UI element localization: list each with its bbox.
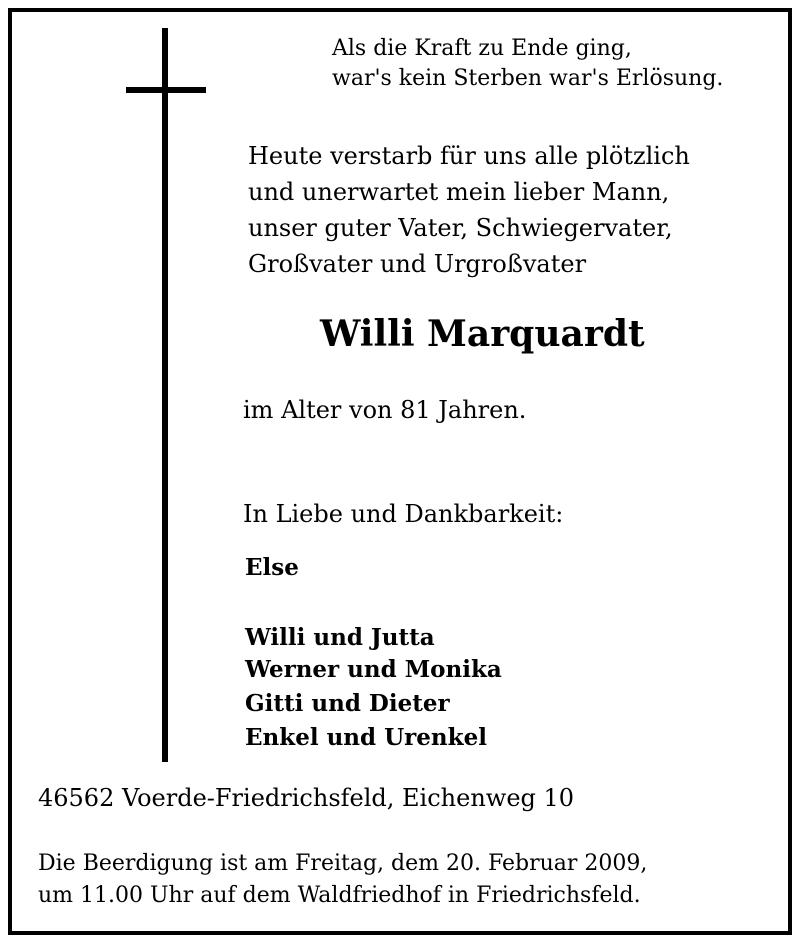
announcement-line: Großvater und Urgroßvater (248, 250, 587, 278)
thanks-line: In Liebe und Dankbarkeit: (243, 500, 564, 528)
announcement-line: unser guter Vater, Schwiegervater, (248, 214, 673, 242)
mourner-family: Werner und Monika (245, 656, 502, 683)
cross-vertical-bar (162, 28, 168, 762)
mourner-family: Willi und Jutta (245, 624, 435, 651)
motto-line: Als die Kraft zu Ende ging, (332, 36, 632, 61)
announcement-line: und unerwartet mein lieber Mann, (248, 178, 670, 206)
funeral-line: Die Beerdigung ist am Freitag, dem 20. Februar 2009, (38, 851, 648, 876)
mourner-spouse: Else (245, 554, 299, 581)
mourner-family: Gitti und Dieter (245, 690, 450, 717)
announcement-text (248, 138, 690, 282)
mourner-family: Enkel und Urenkel (245, 724, 487, 751)
announcement-line: Heute verstarb für uns alle plötzlich (248, 142, 690, 170)
family-address: 46562 Voerde-Friedrichsfeld, Eichenweg 10 (38, 784, 575, 812)
funeral-notice (38, 848, 647, 912)
cross-horizontal-bar (126, 87, 206, 93)
motto-line: war's kein Sterben war's Erlösung. (332, 66, 724, 91)
deceased-name: Willi Marquardt (320, 313, 645, 355)
motto-verse (332, 34, 723, 94)
funeral-line: um 11.00 Uhr auf dem Waldfriedhof in Friedrichsfeld. (38, 883, 641, 908)
age-line: im Alter von 81 Jahren. (243, 396, 527, 424)
